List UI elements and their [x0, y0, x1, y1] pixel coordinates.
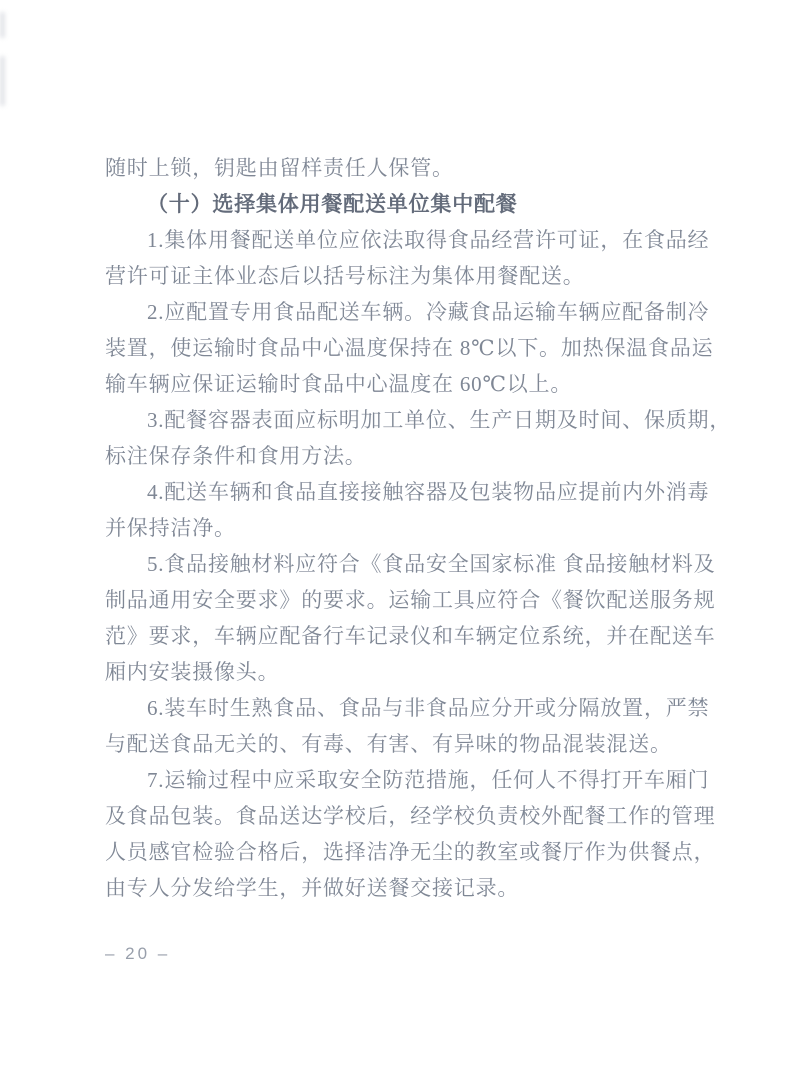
- text-line: 5.食品接触材料应符合《食品安全国家标准 食品接触材料及: [147, 552, 716, 576]
- text-line: 1.集体用餐配送单位应依法取得食品经营许可证，在食品经: [147, 228, 710, 252]
- text-line: 范》要求，车辆应配备行车记录仪和车辆定位系统，并在配送车: [105, 624, 716, 648]
- text-line: 随时上锁，钥匙由留样责任人保管。: [105, 156, 454, 180]
- text-line: 营许可证主体业态后以括号标注为集体用餐配送。: [105, 264, 585, 288]
- text-line: 厢内安装摄像头。: [105, 660, 280, 684]
- text-line: 4.配送车辆和食品直接接触容器及包装物品应提前内外消毒: [147, 480, 710, 504]
- document-body: [105, 150, 732, 906]
- text-line: 2.应配置专用食品配送车辆。冷藏食品运输车辆应配备制冷: [147, 300, 710, 324]
- text-line: 及食品包装。食品送达学校后，经学校负责校外配餐工作的管理: [105, 804, 716, 828]
- text-line: 7.运输过程中应采取安全防范措施，任何人不得打开车厢门: [147, 768, 710, 792]
- scan-edge-artifact: [0, 56, 5, 106]
- page-number: – 20 –: [105, 944, 171, 963]
- text-line: 标注保存条件和食用方法。: [105, 444, 367, 468]
- text-line: 与配送食品无关的、有毒、有害、有异味的物品混装混送。: [105, 732, 672, 756]
- page-footer: [105, 944, 170, 964]
- text-line: 3.配餐容器表面应标明加工单位、生产日期及时间、保质期，: [147, 408, 732, 432]
- text-line: 6.装车时生熟食品、食品与非食品应分开或分隔放置，严禁: [147, 696, 710, 720]
- text-line: 装置，使运输时食品中心温度保持在 8℃以下。加热保温食品运: [105, 336, 714, 360]
- text-line: 人员感官检验合格后，选择洁净无尘的教室或餐厅作为供餐点，: [105, 840, 716, 864]
- text-line: 由专人分发给学生，并做好送餐交接记录。: [105, 876, 520, 900]
- section-heading: （十）选择集体用餐配送单位集中配餐: [147, 192, 518, 216]
- text-line: 输车辆应保证运输时食品中心温度在 60℃以上。: [105, 372, 573, 396]
- scan-edge-artifact: [0, 12, 5, 38]
- text-line: 并保持洁净。: [105, 516, 236, 540]
- text-line: 制品通用安全要求》的要求。运输工具应符合《餐饮配送服务规: [105, 588, 716, 612]
